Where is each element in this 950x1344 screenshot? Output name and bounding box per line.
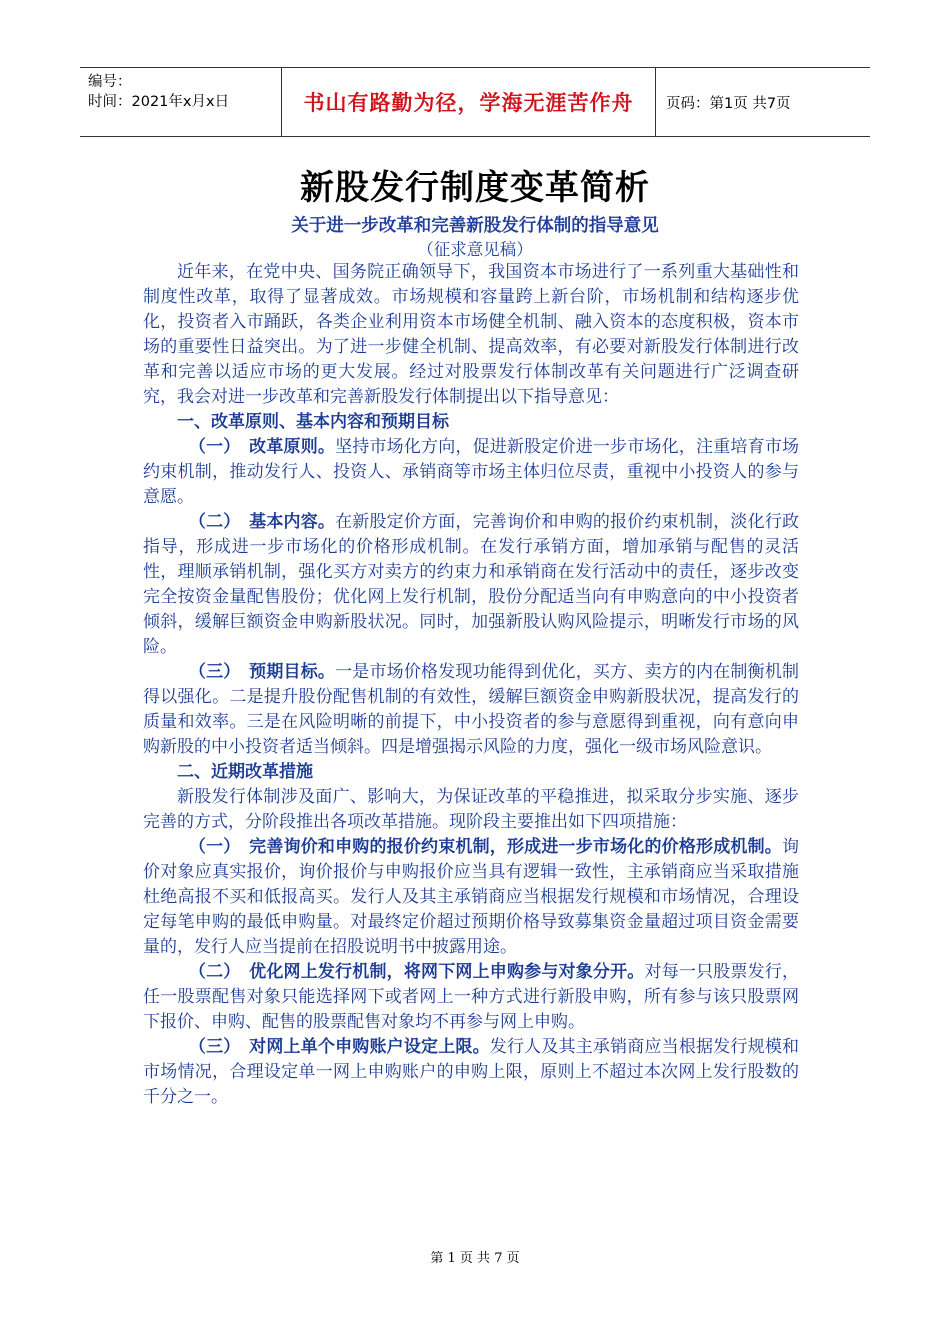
document-number-label: 编号： (88, 74, 132, 90)
paragraph-principles (143, 435, 799, 510)
header-meta (80, 68, 282, 136)
document-body (143, 260, 799, 1110)
paragraph-text: 坚持市场化方向，促进新股定价进一步市场化，注重培育市场约束机制，推动发行人、投资人、承销商等市场主体归位尽责，重视中小投资人的参与意愿。 (143, 437, 800, 507)
header-motto: 书山有路勤为径，学海无涯苦作舟 (282, 68, 656, 136)
paragraph-heading: （一） 改革原则。 (188, 437, 336, 457)
paragraph-text: 一是市场价格发现功能得到优化，买方、卖方的内在制衡机制得以强化。二是提升股份配售机制的有效性，缓解巨额资金申购新股状况，提高发行的质量和效率。三是在风险明晰的前提下，中小投资者的参与意愿得到重视，向有意向申购新股的中小投资者适当倾斜。四是增强揭示风险的力度，强化一级市场风险意识。 (143, 662, 800, 757)
paragraph-heading: （三） 预期目标。 (188, 662, 336, 682)
page-header (80, 67, 870, 137)
paragraph-heading: （三） 对网上单个申购账户设定上限。 (188, 1037, 490, 1057)
paragraph-text: 询价对象应真实报价，询价报价与申购报价应当具有逻辑一致性，主承销商应当采取措施杜绝高报不买和低报高买。发行人及其主承销商应当根据发行规模和市场情况，合理设定每笔申购的最低申购量。对最终定价超过预期价格导致募集资金量超过项目资金需要量的，发行人应当提前在招股说明书中披露用途。 (143, 837, 799, 957)
header-page-info: 页码：第1页 共7页 (666, 95, 791, 112)
paragraph-content (143, 510, 799, 660)
document-subtitle: 关于进一步改革和完善新股发行体制的指导意见 (291, 216, 659, 236)
paragraph-text: 对每一只股票发行，任一股票配售对象只能选择网下或者网上一种方式进行新股申购，所有参与该只股票网下报价、申购、配售的股票配售对象均不再参与网上申购。 (143, 962, 800, 1032)
paragraph-text: 在新股定价方面，完善询价和申购的报价约束机制，淡化行政指导，形成进一步市场化的价格形成机制。在发行承销方面，增加承销与配售的灵活性，理顺承销机制，强化买方对卖方的约束力和承销商在发行活动中的责任，逐步改变完全按资金量配售股份；优化网上发行机制，股份分配适当向有申购意向的中小投资者倾斜，缓解巨额资金申购新股状况。同时，加强新股认购风险提示，明晰发行市场的风险。 (143, 512, 800, 657)
draft-note: （征求意见稿） (417, 240, 533, 259)
page-footer: 第 1 页 共 7 页 (430, 1251, 520, 1266)
paragraph-measure-2 (143, 960, 799, 1035)
document-title: 新股发行制度变革简析 (300, 168, 650, 208)
document-date: 时间：2021年x月x日 (88, 94, 230, 110)
paragraph-measures-intro: 新股发行体制涉及面广、影响大，为保证改革的平稳推进，拟采取分步实施、逐步完善的方式，分阶段推出各项改革措施。现阶段主要推出如下四项措施： (143, 787, 799, 832)
paragraph-goals (143, 660, 799, 760)
section-heading-1: 一、改革原则、基本内容和预期目标 (177, 412, 449, 432)
paragraph-text: 发行人及其主承销商应当根据发行规模和市场情况，合理设定单一网上申购账户的申购上限，原则上不超过本次网上发行股数的千分之一。 (143, 1037, 800, 1107)
paragraph-heading: （二） 基本内容。 (188, 512, 336, 532)
paragraph-heading: （二） 优化网上发行机制，将网下网上申购参与对象分开。 (188, 962, 645, 982)
paragraph-measure-1 (143, 835, 799, 960)
paragraph-measure-3 (143, 1035, 799, 1110)
section-heading-2: 二、近期改革措施 (177, 762, 313, 782)
intro-paragraph: 近年来，在党中央、国务院正确领导下，我国资本市场进行了一系列重大基础性和制度性改革，取得了显著成效。市场规模和容量跨上新台阶，市场机制和结构逐步优化，投资者入市踊跃，各类企业利用资本市场健全机制、融入资本的态度积极，资本市场的重要性日益突出。为了进一步健全机制、提高效率，有必要对新股发行体制进行改革和完善以适应市场的更大发展。经过对股票发行体制改革有关问题进行广泛调查研究，我会对进一步改革和完善新股发行体制提出以下指导意见： (143, 262, 799, 407)
paragraph-heading: （一） 完善询价和申购的报价约束机制，形成进一步市场化的价格形成机制。 (188, 837, 782, 857)
